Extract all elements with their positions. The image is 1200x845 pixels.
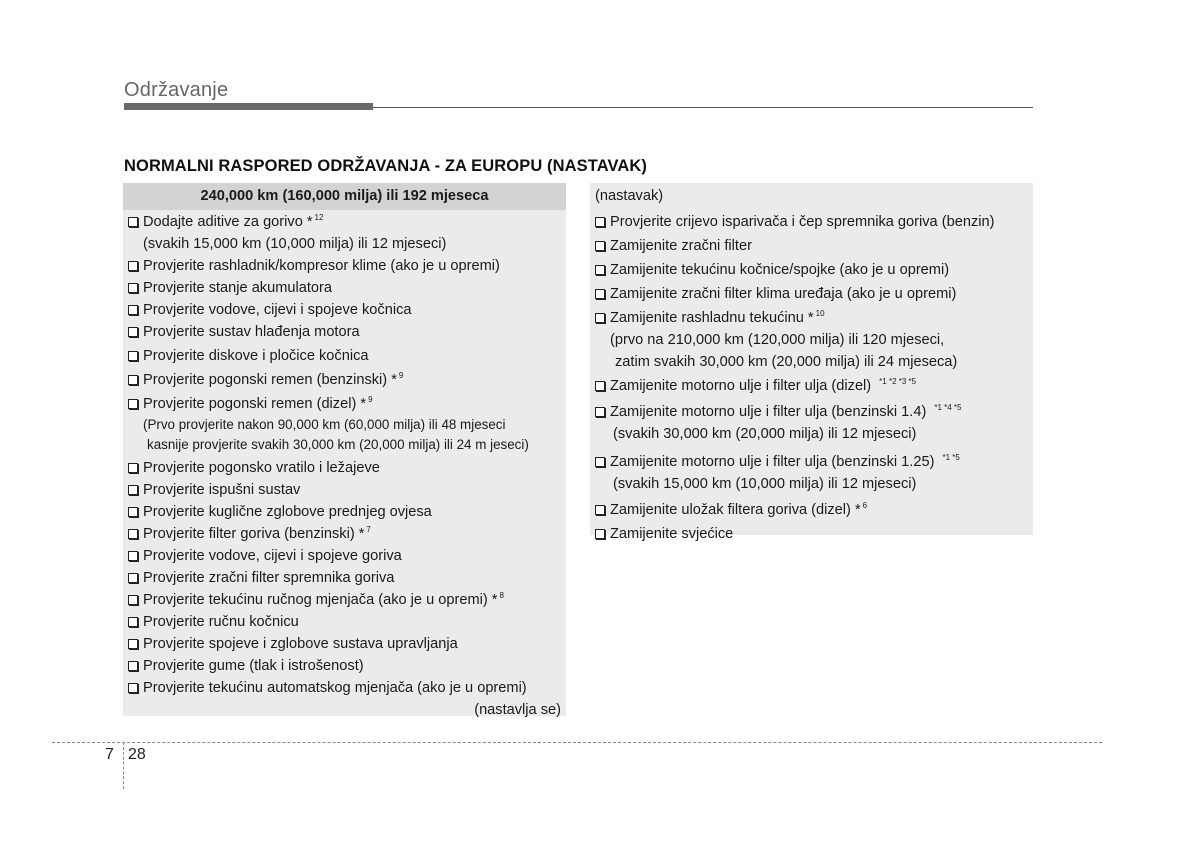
checkbox-icon <box>128 507 138 517</box>
item-note: kasnije provjerite svakih 30,000 km (20,000 milja) ili 24 m jeseci) <box>147 437 529 452</box>
checklist-item: Provjerite ručnu kočnicu <box>123 611 566 633</box>
checklist-item: Provjerite vodove, cijevi i spojeve kočnica <box>123 299 566 321</box>
checklist-item: Provjerite kuglične zglobove prednjeg ovjesa <box>123 501 566 523</box>
schedule-column-left <box>123 183 566 716</box>
header-rule-accent <box>124 103 373 110</box>
page-number: 28 <box>128 746 146 763</box>
checklist-item: Provjerite pogonski remen (benzinski) * $^9$ <box>123 369 566 391</box>
checklist-item: Provjerite tekućinu ručnog mjenjača (ako je u opremi) * $^8$ <box>123 589 566 611</box>
checkbox-icon <box>128 375 138 385</box>
checkbox-icon <box>128 305 138 315</box>
checkbox-icon <box>128 399 138 409</box>
checklist-item: Zamijenite tekućinu kočnice/spojke (ako je u opremi) <box>590 259 1033 281</box>
item-note: zatim svakih 30,000 km (20,000 milja) ili 24 mjeseca) <box>615 354 958 370</box>
checkbox-icon <box>595 381 605 391</box>
schedule-column-right <box>590 183 1033 542</box>
continued-note: (nastavlja se) <box>474 702 561 718</box>
checklist-item: Provjerite diskove i pločice kočnica <box>123 345 566 367</box>
checkbox-icon <box>128 639 138 649</box>
checkbox-icon <box>128 351 138 361</box>
chapter-number: 7 <box>105 746 114 763</box>
checklist-item: Zamijenite zračni filter <box>590 235 1033 257</box>
checklist-item: Zamijenite uložak filtera goriva (dizel) * $^6$ <box>590 499 1033 521</box>
checklist-item: Provjerite ispušni sustav <box>123 479 566 501</box>
interval-header: 240,000 km (160,000 milja) ili 192 mjeseca <box>123 183 566 210</box>
checklist-item: Provjerite zračni filter spremnika goriva <box>123 567 566 589</box>
checklist-item: Zamijenite svjećice <box>590 523 1033 545</box>
checklist-item: Zamijenite rashladnu tekućinu * $^{10}$ (prvo na 210,000 km (120,000 milja) ili 120 mjeseci, zatim svakih 30,000 km (20,000 milja) ili 24 mjeseca) <box>590 307 1033 373</box>
checkbox-icon <box>595 529 605 539</box>
checkbox-icon <box>595 217 605 227</box>
continuation-header: (nastavak) <box>595 188 664 204</box>
checkbox-icon <box>128 551 138 561</box>
checkbox-icon <box>595 505 605 515</box>
checklist-item: Dodajte aditive za gorivo * $^{12}$ (svakih 15,000 km (10,000 milja) ili 12 mjeseci) <box>123 211 566 255</box>
checklist-item: Provjerite sustav hlađenja motora <box>123 321 566 343</box>
checkbox-icon <box>128 617 138 627</box>
checklist-item: Zamijenite zračni filter klima uređaja (ako je u opremi) <box>590 283 1033 305</box>
footer-divider-vertical <box>123 742 124 789</box>
footer-divider <box>52 742 1102 743</box>
checkbox-icon <box>128 485 138 495</box>
checkbox-icon <box>128 573 138 583</box>
checklist-item: Provjerite crijevo isparivača i čep spremnika goriva (benzin) <box>590 211 1033 233</box>
checkbox-icon <box>128 529 138 539</box>
checkbox-icon <box>128 595 138 605</box>
checkbox-icon <box>128 283 138 293</box>
checklist-item: Provjerite pogonsko vratilo i ležajeve <box>123 457 566 479</box>
checklist-item: Provjerite vodove, cijevi i spojeve goriva <box>123 545 566 567</box>
checkbox-icon <box>595 241 605 251</box>
checklist-item: Provjerite tekućinu automatskog mjenjača (ako je u opremi) <box>123 677 566 699</box>
checklist-item: Provjerite spojeve i zglobove sustava upravljanja <box>123 633 566 655</box>
checklist-item: Zamijenite motorno ulje i filter ulja (dizel) $^{*1 *2 *3 *5}$ <box>590 375 1033 397</box>
item-note: (svakih 30,000 km (20,000 milja) ili 12 mjeseci) <box>613 426 917 442</box>
checklist-item: Provjerite rashladnik/kompresor klime (ako je u opremi) <box>123 255 566 277</box>
checkbox-icon <box>595 265 605 275</box>
checklist-item: Zamijenite motorno ulje i filter ulja (benzinski 1.4) $^{*1 *4 *5}$ (svakih 30,000 km (20,000 milja) ili 12 mjeseci) <box>590 401 1033 445</box>
page-heading: NORMALNI RASPORED ODRŽAVANJA - ZA EUROPU (NASTAVAK) <box>124 157 648 175</box>
checkbox-icon <box>595 457 605 467</box>
checklist-item: Zamijenite motorno ulje i filter ulja (benzinski 1.25) $^{*1 *5}$ (svakih 15,000 km (10,000 milja) ili 12 mjeseci) <box>590 451 1033 495</box>
checkbox-icon <box>128 683 138 693</box>
checklist-item: Provjerite stanje akumulatora <box>123 277 566 299</box>
checklist-item: Provjerite filter goriva (benzinski) * $^7$ <box>123 523 566 545</box>
item-note: (svakih 15,000 km (10,000 milja) ili 12 mjeseci) <box>613 476 917 492</box>
checkbox-icon <box>595 289 605 299</box>
checkbox-icon <box>128 261 138 271</box>
section-title: Održavanje <box>124 79 229 101</box>
item-note: (prvo na 210,000 km (120,000 milja) ili 120 mjeseci, <box>610 332 945 348</box>
checkbox-icon <box>128 661 138 671</box>
item-note: (Prvo provjerite nakon 90,000 km (60,000 milja) ili 48 mjeseci <box>143 417 506 432</box>
checkbox-icon <box>128 217 138 227</box>
checklist-item: Provjerite pogonski remen (dizel) * $^9$ (Prvo provjerite nakon 90,000 km (60,000 milja) ili 48 mjeseci kasnije provjerite svakih 30,000 km (20,000 milja) ili 24 m jeseci) <box>123 393 566 455</box>
item-note: (svakih 15,000 km (10,000 milja) ili 12 mjeseci) <box>143 236 447 252</box>
checkbox-icon <box>595 313 605 323</box>
checkbox-icon <box>128 463 138 473</box>
checkbox-icon <box>128 327 138 337</box>
checkbox-icon <box>595 407 605 417</box>
checklist-item: Provjerite gume (tlak i istrošenost) <box>123 655 566 677</box>
